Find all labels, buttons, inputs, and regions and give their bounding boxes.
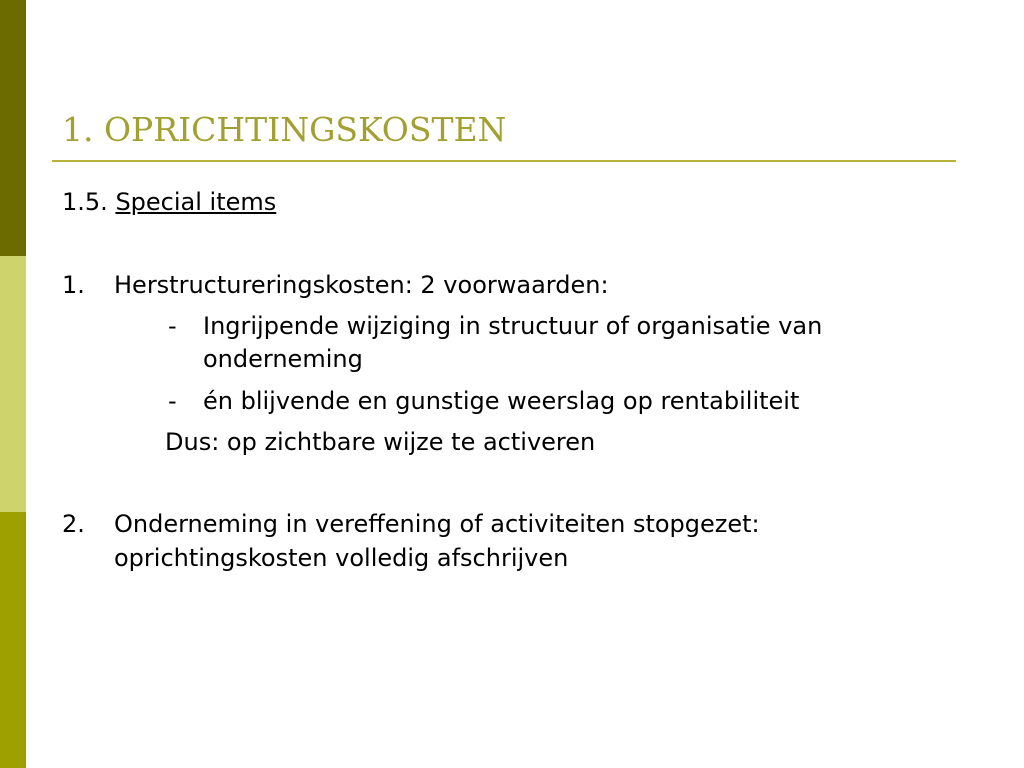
- slide-title: 1. OPRICHTINGSKOSTEN: [62, 110, 507, 149]
- side-bar-top: [0, 0, 26, 256]
- side-bar-middle: [0, 256, 26, 512]
- sub-item-1-line-1: Ingrijpende wijziging in structuur of organisatie van: [203, 312, 823, 340]
- sub-item-2-line-1: én blijvende en gunstige weerslag op rentabiliteit: [203, 387, 800, 415]
- list-item-2-number: 2.: [62, 510, 85, 538]
- subheading: [62, 185, 276, 219]
- sub-item-2-dash: -: [168, 387, 177, 415]
- subheading-text: Special items: [115, 188, 277, 216]
- list-item-2-line-2: oprichtingskosten volledig afschrijven: [114, 544, 569, 572]
- sub-item-1-line-2: onderneming: [203, 345, 363, 373]
- list-item-1-text: Herstructureringskosten: 2 voorwaarden:: [114, 271, 609, 299]
- sub-item-1-dash: -: [168, 312, 177, 340]
- list-item-1-conclusion: Dus: op zichtbare wijze te activeren: [165, 428, 596, 456]
- list-item-1-number: 1.: [62, 271, 85, 299]
- title-divider: [52, 160, 956, 162]
- list-item-2-line-1: Onderneming in vereffening of activiteiten stopgezet:: [114, 510, 760, 538]
- side-bar-bottom: [0, 512, 26, 768]
- subheading-number: 1.5.: [62, 188, 108, 216]
